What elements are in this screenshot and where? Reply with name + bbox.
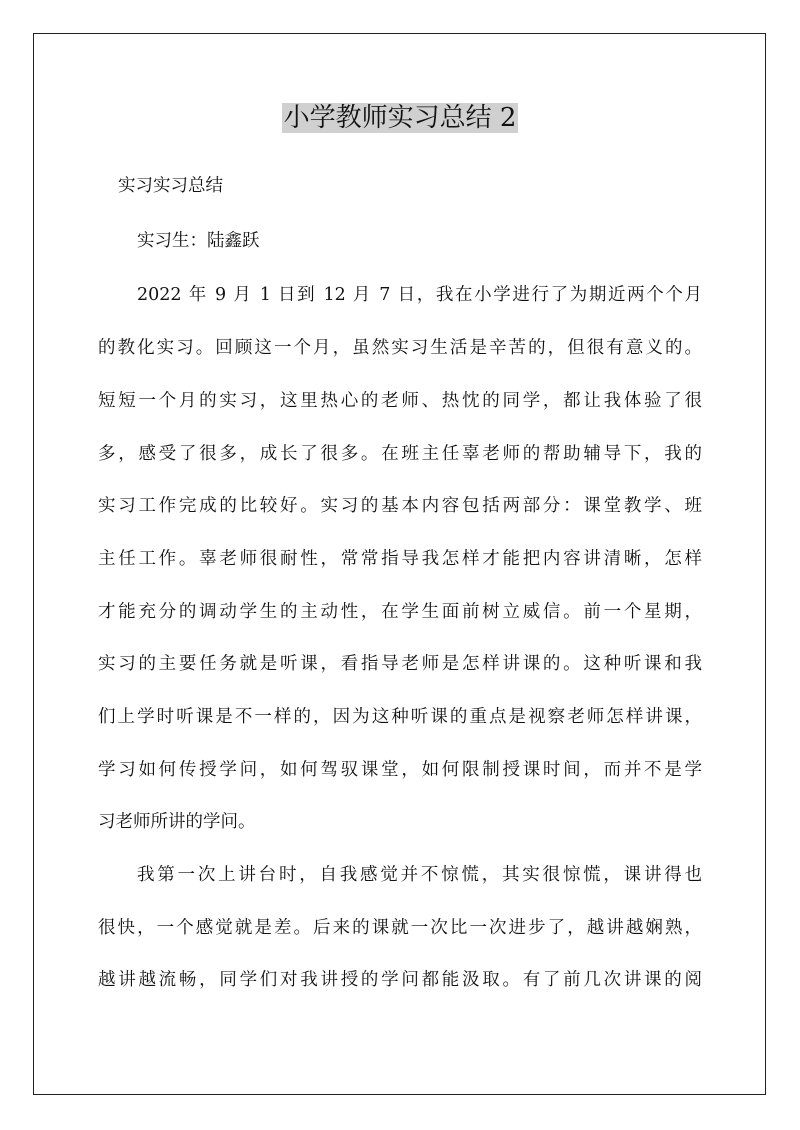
paragraph-line: 实习的主要任务就是听课，看指导老师是怎样讲课的。这种听课和我 xyxy=(98,654,702,674)
paragraph-line: 主任工作。辜老师很耐性，常常指导我怎样才能把内容讲清晰，怎样 xyxy=(98,549,702,569)
paragraph-line: 习老师所讲的学问。 xyxy=(98,812,256,832)
paragraph-line: 2022 年 9 月 1 日到 12 月 7 日，我在小学进行了为期近两个个月 xyxy=(137,285,702,305)
title-text: 小学教师实习总结 2 xyxy=(283,103,517,133)
document-title xyxy=(0,98,800,138)
paragraph-line: 多，感受了很多，成长了很多。在班主任辜老师的帮助辅导下，我的 xyxy=(98,444,702,464)
paragraph-line: 短短一个月的实习，这里热心的老师、热忱的同学，都让我体验了很 xyxy=(98,391,702,411)
paragraph-line: 才能充分的调动学生的主动性，在学生面前树立威信。前一个星期， xyxy=(98,602,702,622)
paragraph-line: 实习工作完成的比较好。实习的基本内容包括两部分：课堂教学、班 xyxy=(98,496,702,516)
paragraph-line: 的教化实习。回顾这一个月，虽然实习生活是辛苦的，但很有意义的。 xyxy=(98,338,702,358)
paragraph-line: 学习如何传授学问，如何驾驭课堂，如何限制授课时间，而并不是学 xyxy=(98,760,702,780)
section-heading: 实习实习总结 xyxy=(118,176,223,196)
paragraph-line: 很快，一个感觉就是差。后来的课就一次比一次进步了，越讲越娴熟， xyxy=(98,918,702,938)
paragraph-line: 我第一次上讲台时，自我感觉并不惊慌，其实很惊慌，课讲得也 xyxy=(137,865,702,885)
intern-name: 实习生：陆鑫跃 xyxy=(137,231,260,251)
paragraph-line: 越讲越流畅，同学们对我讲授的学问都能汲取。有了前几次讲课的阅 xyxy=(98,970,702,990)
paragraph-line: 们上学时听课是不一样的，因为这种听课的重点是视察老师怎样讲课， xyxy=(98,707,702,727)
